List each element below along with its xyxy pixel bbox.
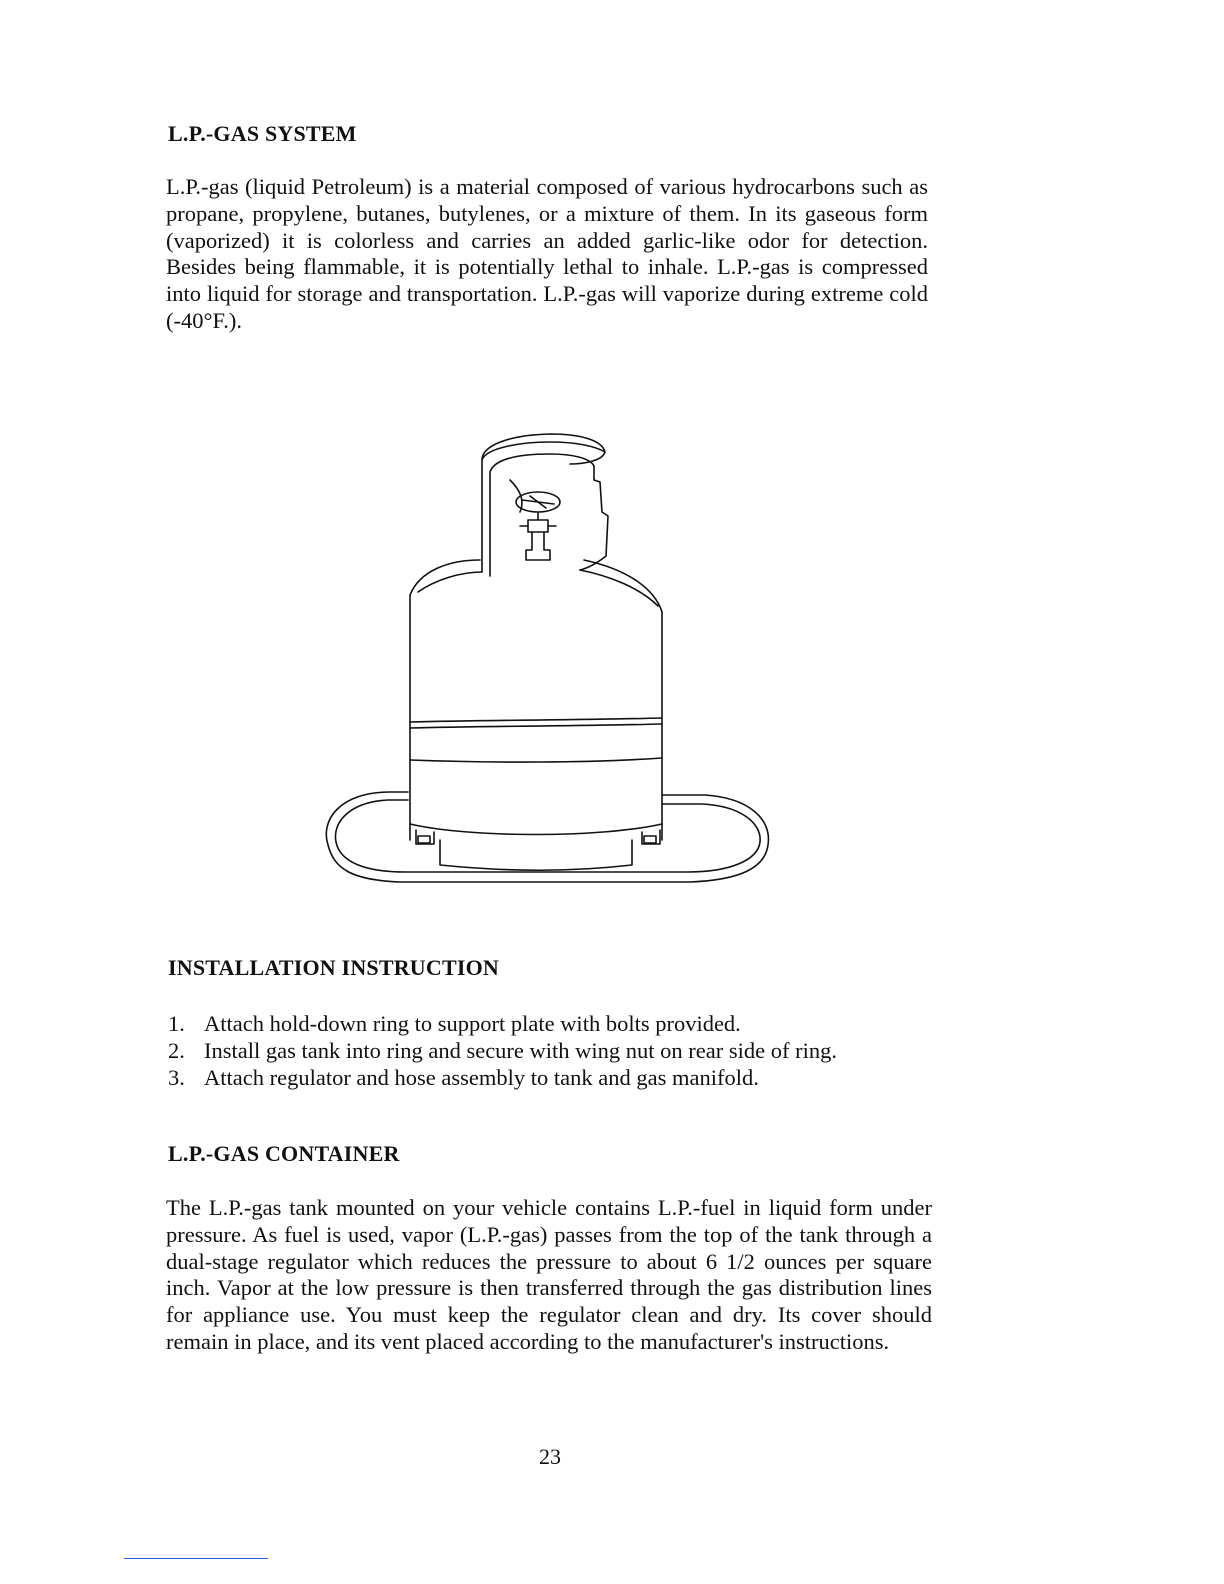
step-number: 1. [168,1011,185,1036]
list-item [168,1011,934,1038]
list-item [168,1065,934,1092]
lp-gas-tank-illustration [310,420,790,900]
section-heading-lp-gas-system: L.P.-GAS SYSTEM [168,121,357,146]
page-number: 23 [539,1444,561,1469]
step-number: 2. [168,1037,185,1063]
installation-steps-list [168,1011,934,1091]
footer-divider [124,1558,268,1559]
section-heading-installation: INSTALLATION INSTRUCTION [168,955,500,980]
section-heading-lp-gas-container: L.P.-GAS CONTAINER [168,1141,400,1166]
step-text: Attach regulator and hose assembly to tank and gas manifold. [204,1064,759,1090]
step-number: 3. [168,1064,185,1090]
step-text: Install gas tank into ring and secure with wing nut on rear side of ring. [204,1037,837,1063]
step-text: Attach hold-down ring to support plate with bolts provided. [204,1011,741,1036]
paragraph-lp-gas-system: L.P.-gas (liquid Petroleum) is a material composed of various hydrocarbons such as propane, propylene, butanes, butylenes, or a mixture of them. In its gaseous form (vaporized) it is colorless and carries an added garlic-like odor for detection. Besides being flammable, it is potentially lethal to inhale. L.P.-gas is compressed into liquid for storage and transportation. L.P.-gas will vaporize during extreme cold (-40°F.). [166,174,928,333]
paragraph-lp-gas-container: The L.P.-gas tank mounted on your vehicle contains L.P.-fuel in liquid form under pressure. As fuel is used, vapor (L.P.-gas) passes from the top of the tank through a dual-stage regulator which reduces the pressure to about 6 1/2 ounces per square inch. Vapor at the low pressure is then transferred through the gas distribution lines for appliance use. You must keep the regulator clean and dry. Its cover should remain in place, and its vent placed according to the manufacturer's instructions. [166,1195,932,1354]
list-item [168,1038,934,1065]
